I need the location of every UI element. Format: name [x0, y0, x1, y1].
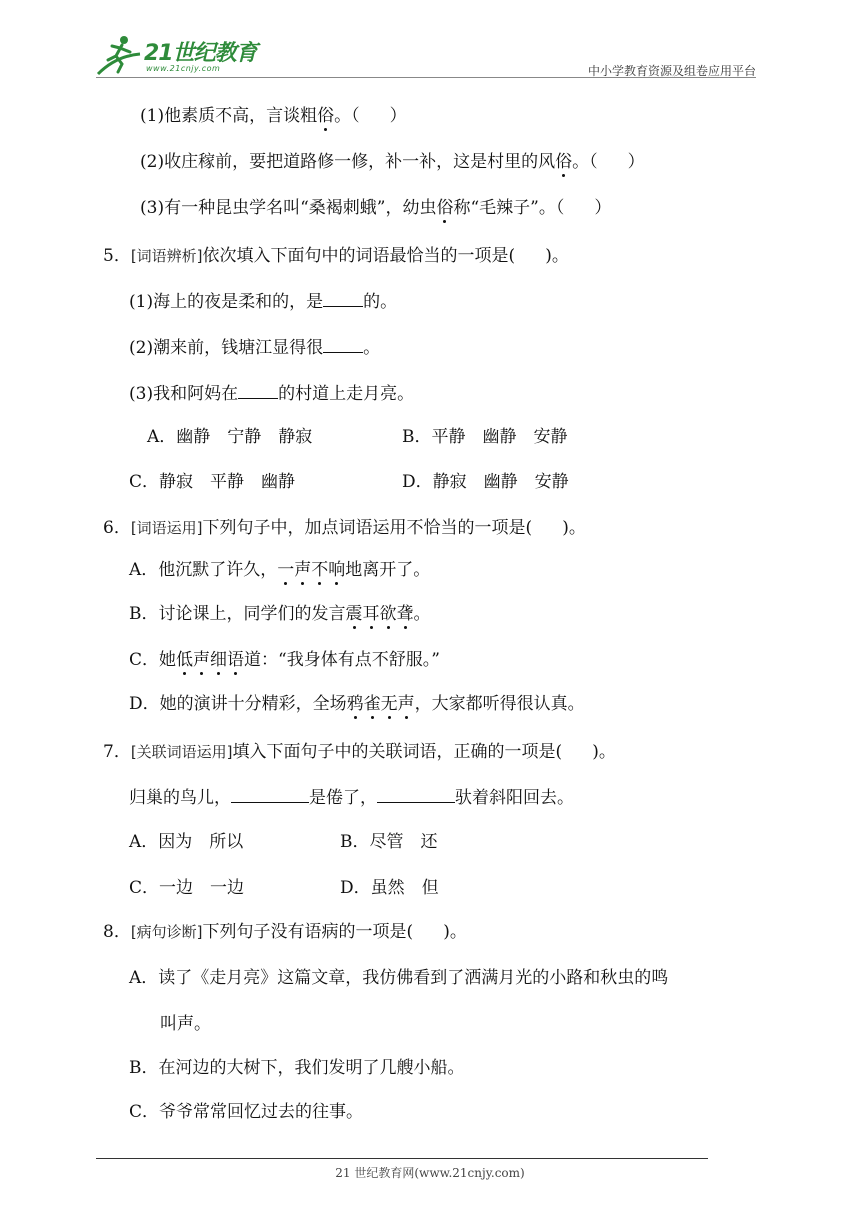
q8-option-a-line2: 叫声。 — [160, 1014, 211, 1034]
header-platform-name: 中小学教育资源及组卷应用平台 — [587, 64, 756, 78]
q5-option-c[interactable]: C．静寂 平静 幽静 — [129, 472, 296, 492]
logo-text: 21世纪教育 — [144, 41, 257, 66]
header-divider — [96, 77, 756, 78]
footer-link[interactable]: 21 世纪教育网(www.21cnjy.com) — [335, 1166, 525, 1180]
q5-option-d[interactable]: D．静寂 幽静 安静 — [402, 472, 569, 492]
q6-stem: 6．[词语运用]下列句子中，加点词语运用不恰当的一项是( )。 — [103, 518, 586, 538]
page-header — [96, 30, 756, 80]
q6-option-a[interactable]: A．他沉默了许久，一声不响地离开了。 — [129, 560, 431, 580]
q4-item-2: (2)收庄稼前，要把道路修一修，补一补，这是村里的风俗。（ ） — [140, 152, 645, 172]
q5-option-a[interactable]: A．幽静 宁静 静寂 — [147, 427, 313, 447]
q7-option-a[interactable]: A．因为 所以 — [129, 832, 244, 852]
q4-item-1: (1)他素质不高，言谈粗俗。（ ） — [140, 106, 407, 126]
q6-option-d[interactable]: D．她的演讲十分精彩，全场鸦雀无声，大家都听得很认真。 — [129, 694, 585, 714]
q7-option-d[interactable]: D．虽然 但 — [340, 878, 439, 898]
q5-sentence-2: (2)潮来前，钱塘江显得很 。 — [129, 338, 381, 358]
q5-stem: 5．[词语辨析]依次填入下面句中的词语最恰当的一项是( )。 — [103, 246, 569, 266]
q7-option-b[interactable]: B．尽管 还 — [340, 832, 438, 852]
footer-divider — [96, 1158, 708, 1159]
q8-stem: 8．[病句诊断]下列句子没有语病的一项是( )。 — [103, 922, 467, 942]
runner-logo-icon — [96, 34, 142, 78]
site-logo[interactable] — [96, 34, 266, 78]
q5-sentence-3: (3)我和阿妈在 的村道上走月亮。 — [129, 384, 415, 404]
q7-option-c[interactable]: C．一边 一边 — [129, 878, 245, 898]
q5-option-b[interactable]: B．平静 幽静 安静 — [402, 427, 568, 447]
q8-option-a-line1[interactable]: A．读了《走月亮》这篇文章，我仿佛看到了洒满月光的小路和秋虫的鸣 — [129, 968, 669, 988]
q7-sentence: 归巢的鸟儿， 是倦了， 驮着斜阳回去。 — [129, 788, 574, 808]
q6-option-b[interactable]: B．讨论课上，同学们的发言震耳欲聋。 — [129, 604, 431, 624]
q7-stem: 7．[关联词语运用]填入下面句子中的关联词语，正确的一项是( )。 — [103, 742, 616, 762]
q8-option-b[interactable]: B．在河边的大树下，我们发明了几艘小船。 — [129, 1058, 465, 1078]
q5-sentence-1: (1)海上的夜是柔和的，是 的。 — [129, 292, 398, 312]
q6-option-c[interactable]: C．她低声细语道：“我身体有点不舒服。” — [129, 650, 440, 670]
q8-option-c[interactable]: C．爷爷常常回忆过去的往事。 — [129, 1102, 364, 1122]
logo-url: www.21cnjy.com — [146, 64, 221, 73]
q4-item-3: (3)有一种昆虫学名叫“桑褐刺蛾”，幼虫俗称“毛辣子”。（ ） — [140, 198, 612, 218]
